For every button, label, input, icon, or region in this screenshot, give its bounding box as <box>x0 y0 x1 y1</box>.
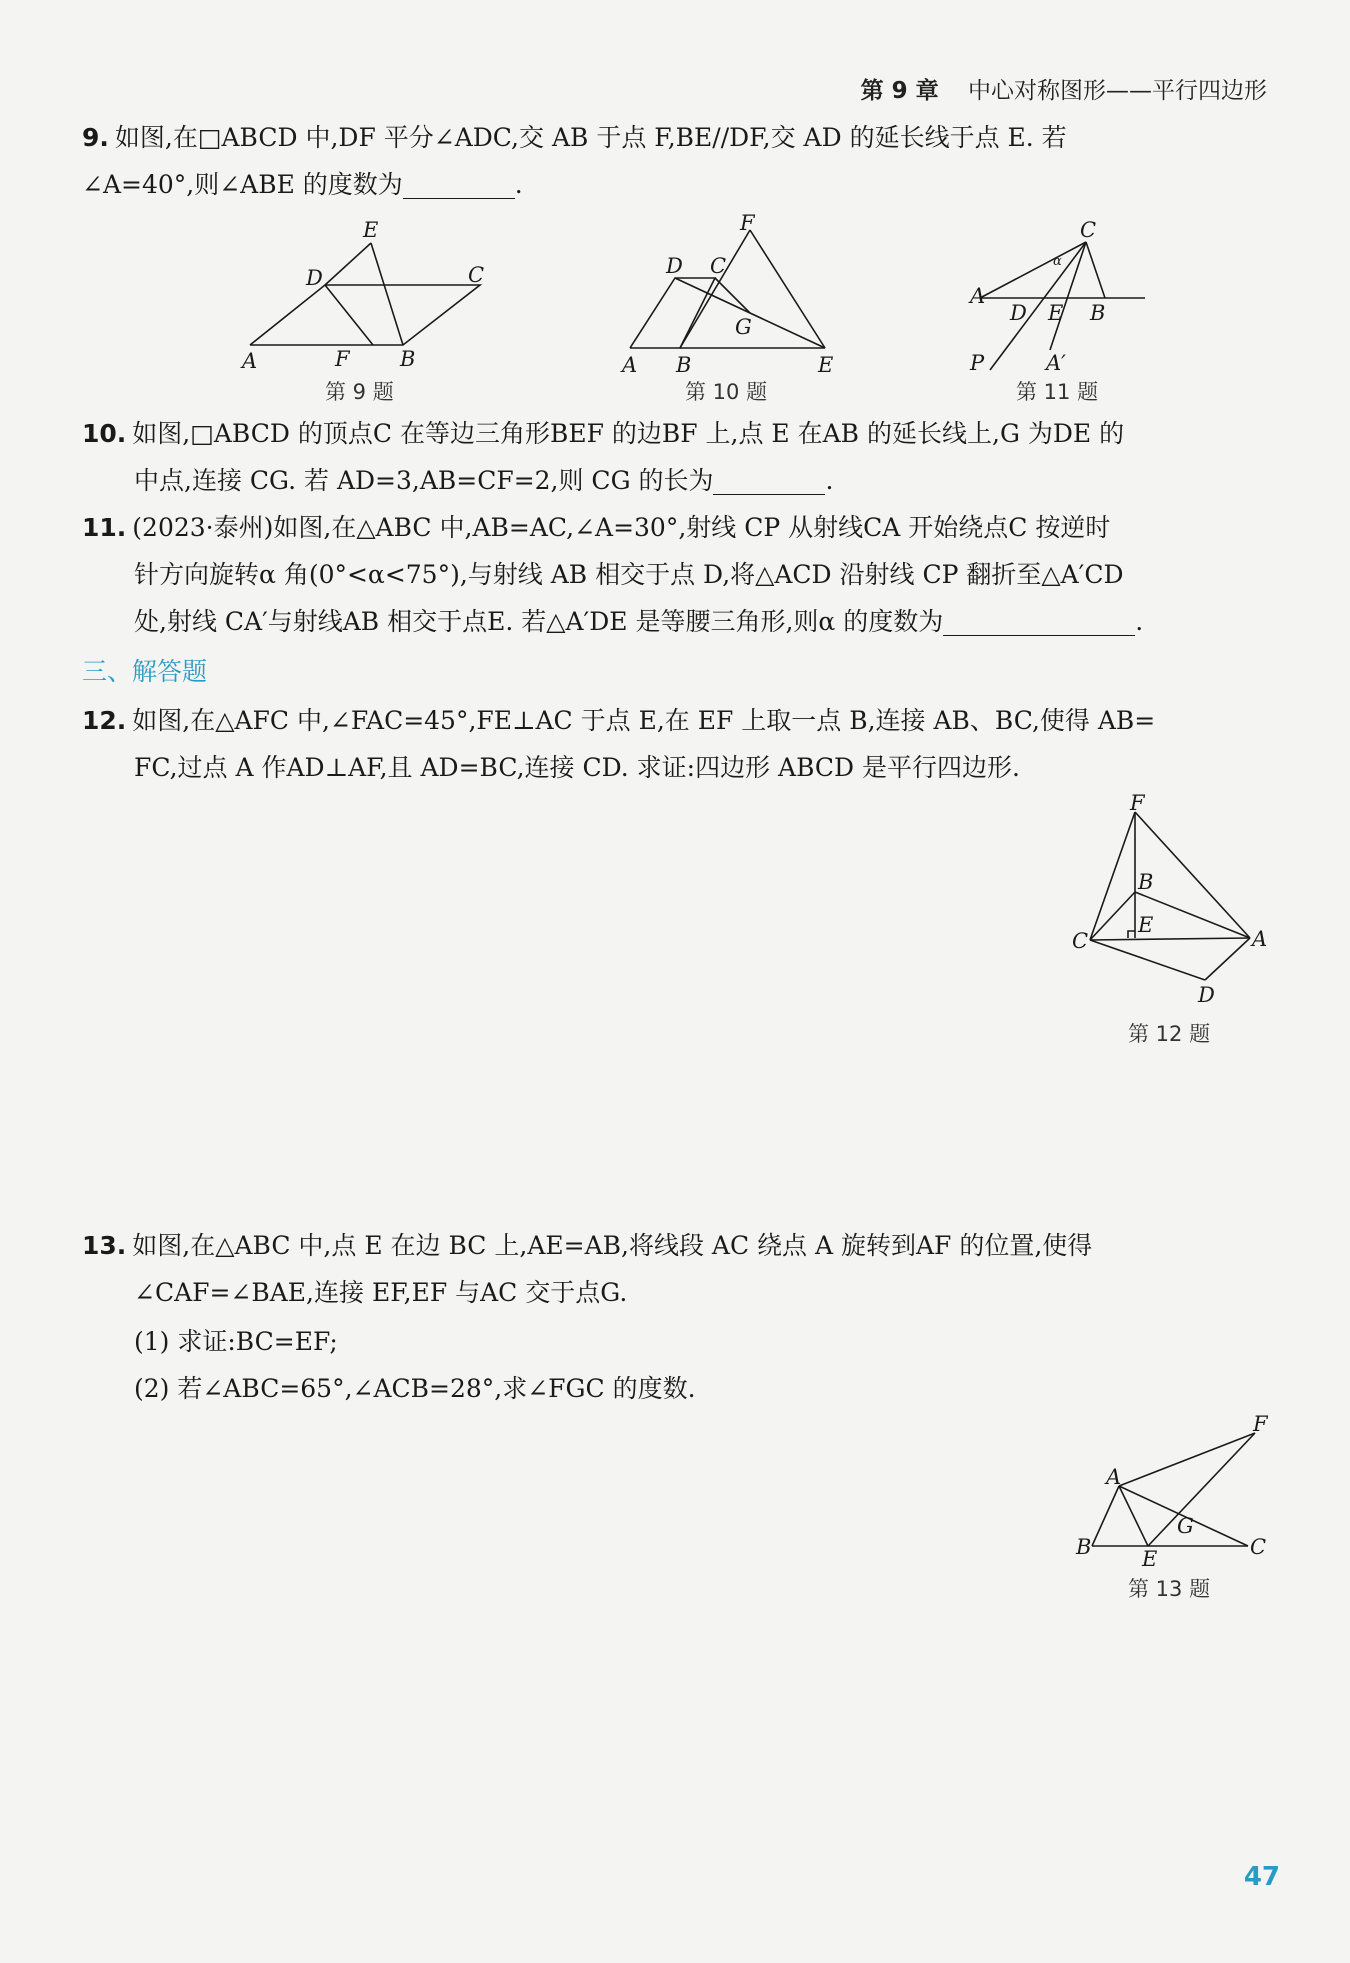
fig12-label: C <box>1072 929 1089 953</box>
chapter-number: 第 9 章 <box>860 78 939 104</box>
figure-9-caption: 第 9 题 <box>325 380 394 404</box>
fig13-label: C <box>1250 1535 1267 1559</box>
fig13-segment <box>1119 1486 1148 1546</box>
question-9 <box>82 114 1270 208</box>
fig10-label: B <box>676 353 692 377</box>
fig12-segment <box>1090 812 1135 940</box>
fig13-label: G <box>1177 1514 1194 1538</box>
fig9-segment <box>325 285 373 345</box>
question-11 <box>82 504 1270 645</box>
fig10-label: F <box>740 211 755 235</box>
question-12 <box>82 697 1270 791</box>
question-text: 如图,在□ABCD 中,DF 平分∠ADC,交 AB 于点 F,BE//DF,交 AD 的延长线于点 E. 若 <box>114 123 1067 152</box>
fig12-label: E <box>1138 913 1154 937</box>
fig9-label: C <box>468 263 485 287</box>
fig11-label: A <box>970 284 986 308</box>
fig10-label: G <box>735 315 752 339</box>
question-number: 12. <box>82 706 127 735</box>
page-number: 47 <box>1243 1862 1280 1892</box>
question-text: 处,射线 CA′与射线AB 相交于点E. 若△A′DE 是等腰三角形,则α 的度数为 <box>134 607 944 636</box>
question-number: 13. <box>82 1231 127 1260</box>
fig11-segment <box>990 242 1086 370</box>
fig9-label: A <box>242 349 258 373</box>
fig12-label: D <box>1198 983 1215 1007</box>
fig12-label: B <box>1138 870 1154 894</box>
figure-12 <box>1070 791 1270 1010</box>
fig9-label: E <box>363 218 379 242</box>
fig10-segment <box>630 278 715 348</box>
right-angle-mark <box>1128 931 1135 938</box>
question-text: FC,过点 A 作AD⊥AF,且 AD=BC,连接 CD. 求证:四边形 ABCD 是平行四边形. <box>134 753 1021 782</box>
question-10 <box>82 410 1270 504</box>
fig11-label: P <box>970 351 985 375</box>
question-text: 如图,□ABCD 的顶点C 在等边三角形BEF 的边BF 上,点 E 在AB 的延长线上,G 为DE 的 <box>132 419 1125 448</box>
figure-9 <box>240 218 500 375</box>
fig10-label: A <box>622 353 638 377</box>
question-text: . <box>825 466 834 495</box>
question-text: 针方向旋转α 角(0°<α<75°),与射线 AB 相交于点 D,将△ACD 沿射线 CP 翻折至△A′CD <box>134 560 1124 589</box>
fig10-label: E <box>818 353 834 377</box>
question-13-part-2: (2) 若∠ABC=65°,∠ACB=28°,求∠FGC 的度数. <box>134 1374 696 1403</box>
question-text: 中点,连接 CG. 若 AD=3,AB=CF=2,则 CG 的长为 <box>134 466 714 495</box>
question-text: ∠CAF=∠BAE,连接 EF,EF 与AC 交于点G. <box>134 1278 628 1307</box>
question-text: (2023·泰州)如图,在△ABC 中,AB=AC,∠A=30°,射线 CP 从射线CA 开始绕点C 按逆时 <box>132 513 1111 542</box>
fig11-label: D <box>1010 301 1027 325</box>
question-number: 10. <box>82 419 127 448</box>
fig10-label: C <box>710 254 727 278</box>
fig13-label: A <box>1106 1465 1122 1489</box>
fig12-label: F <box>1130 791 1145 815</box>
figure-13 <box>1070 1412 1270 1571</box>
question-text: . <box>1135 607 1144 636</box>
question-text: 如图,在△ABC 中,点 E 在边 BC 上,AE=AB,将线段 AC 绕点 A 旋转到AF 的位置,使得 <box>132 1231 1093 1260</box>
fig13-segment <box>1119 1433 1255 1486</box>
fig11-label: α <box>1053 254 1062 269</box>
fig11-label: E <box>1048 301 1064 325</box>
question-number: 9. <box>82 123 109 152</box>
fig9-label: D <box>306 266 323 290</box>
figure-11-caption: 第 11 题 <box>1016 380 1099 404</box>
fig10-label: D <box>666 254 683 278</box>
fig9-label: B <box>400 347 416 371</box>
fig12-segment <box>1205 938 1250 980</box>
question-13-part-1: (1) 求证:BC=EF; <box>134 1327 338 1356</box>
figure-11 <box>970 218 1150 375</box>
question-13 <box>82 1222 1270 1316</box>
chapter-title: 中心对称图形——平行四边形 <box>968 78 1267 104</box>
fig13-segment <box>1148 1433 1255 1546</box>
fig11-segment <box>1086 242 1105 298</box>
fig11-label: C <box>1080 218 1097 242</box>
fig13-label: F <box>1253 1412 1268 1436</box>
fig12-segment <box>1090 938 1250 940</box>
fig11-label: A′ <box>1046 351 1066 375</box>
fig13-label: B <box>1076 1535 1092 1559</box>
question-text: ∠A=40°,则∠ABE 的度数为 <box>82 170 403 199</box>
fig11-label: B <box>1090 301 1106 325</box>
figure-12-caption: 第 12 题 <box>1128 1022 1211 1046</box>
answer-blank[interactable] <box>943 605 1135 636</box>
question-text: 如图,在△AFC 中,∠FAC=45°,FE⊥AC 于点 E,在 EF 上取一点 B,连接 AB、BC,使得 AB= <box>132 706 1156 735</box>
question-text: . <box>514 170 523 199</box>
section-heading: 三、解答题 <box>82 657 208 686</box>
fig9-label: F <box>335 347 350 371</box>
fig10-segment <box>715 278 750 313</box>
figure-13-caption: 第 13 题 <box>1128 1577 1211 1601</box>
answer-blank[interactable] <box>403 168 515 199</box>
fig12-segment <box>1090 940 1205 980</box>
fig13-label: E <box>1142 1547 1158 1571</box>
figure-10-caption: 第 10 题 <box>685 380 768 404</box>
question-number: 11. <box>82 513 127 542</box>
fig12-label: A <box>1252 927 1268 951</box>
figure-10 <box>620 211 840 377</box>
fig9-segment <box>325 243 371 285</box>
page-header <box>861 72 1267 105</box>
answer-blank[interactable] <box>713 464 825 495</box>
fig13-segment <box>1092 1486 1119 1546</box>
fig9-segment <box>371 243 403 345</box>
